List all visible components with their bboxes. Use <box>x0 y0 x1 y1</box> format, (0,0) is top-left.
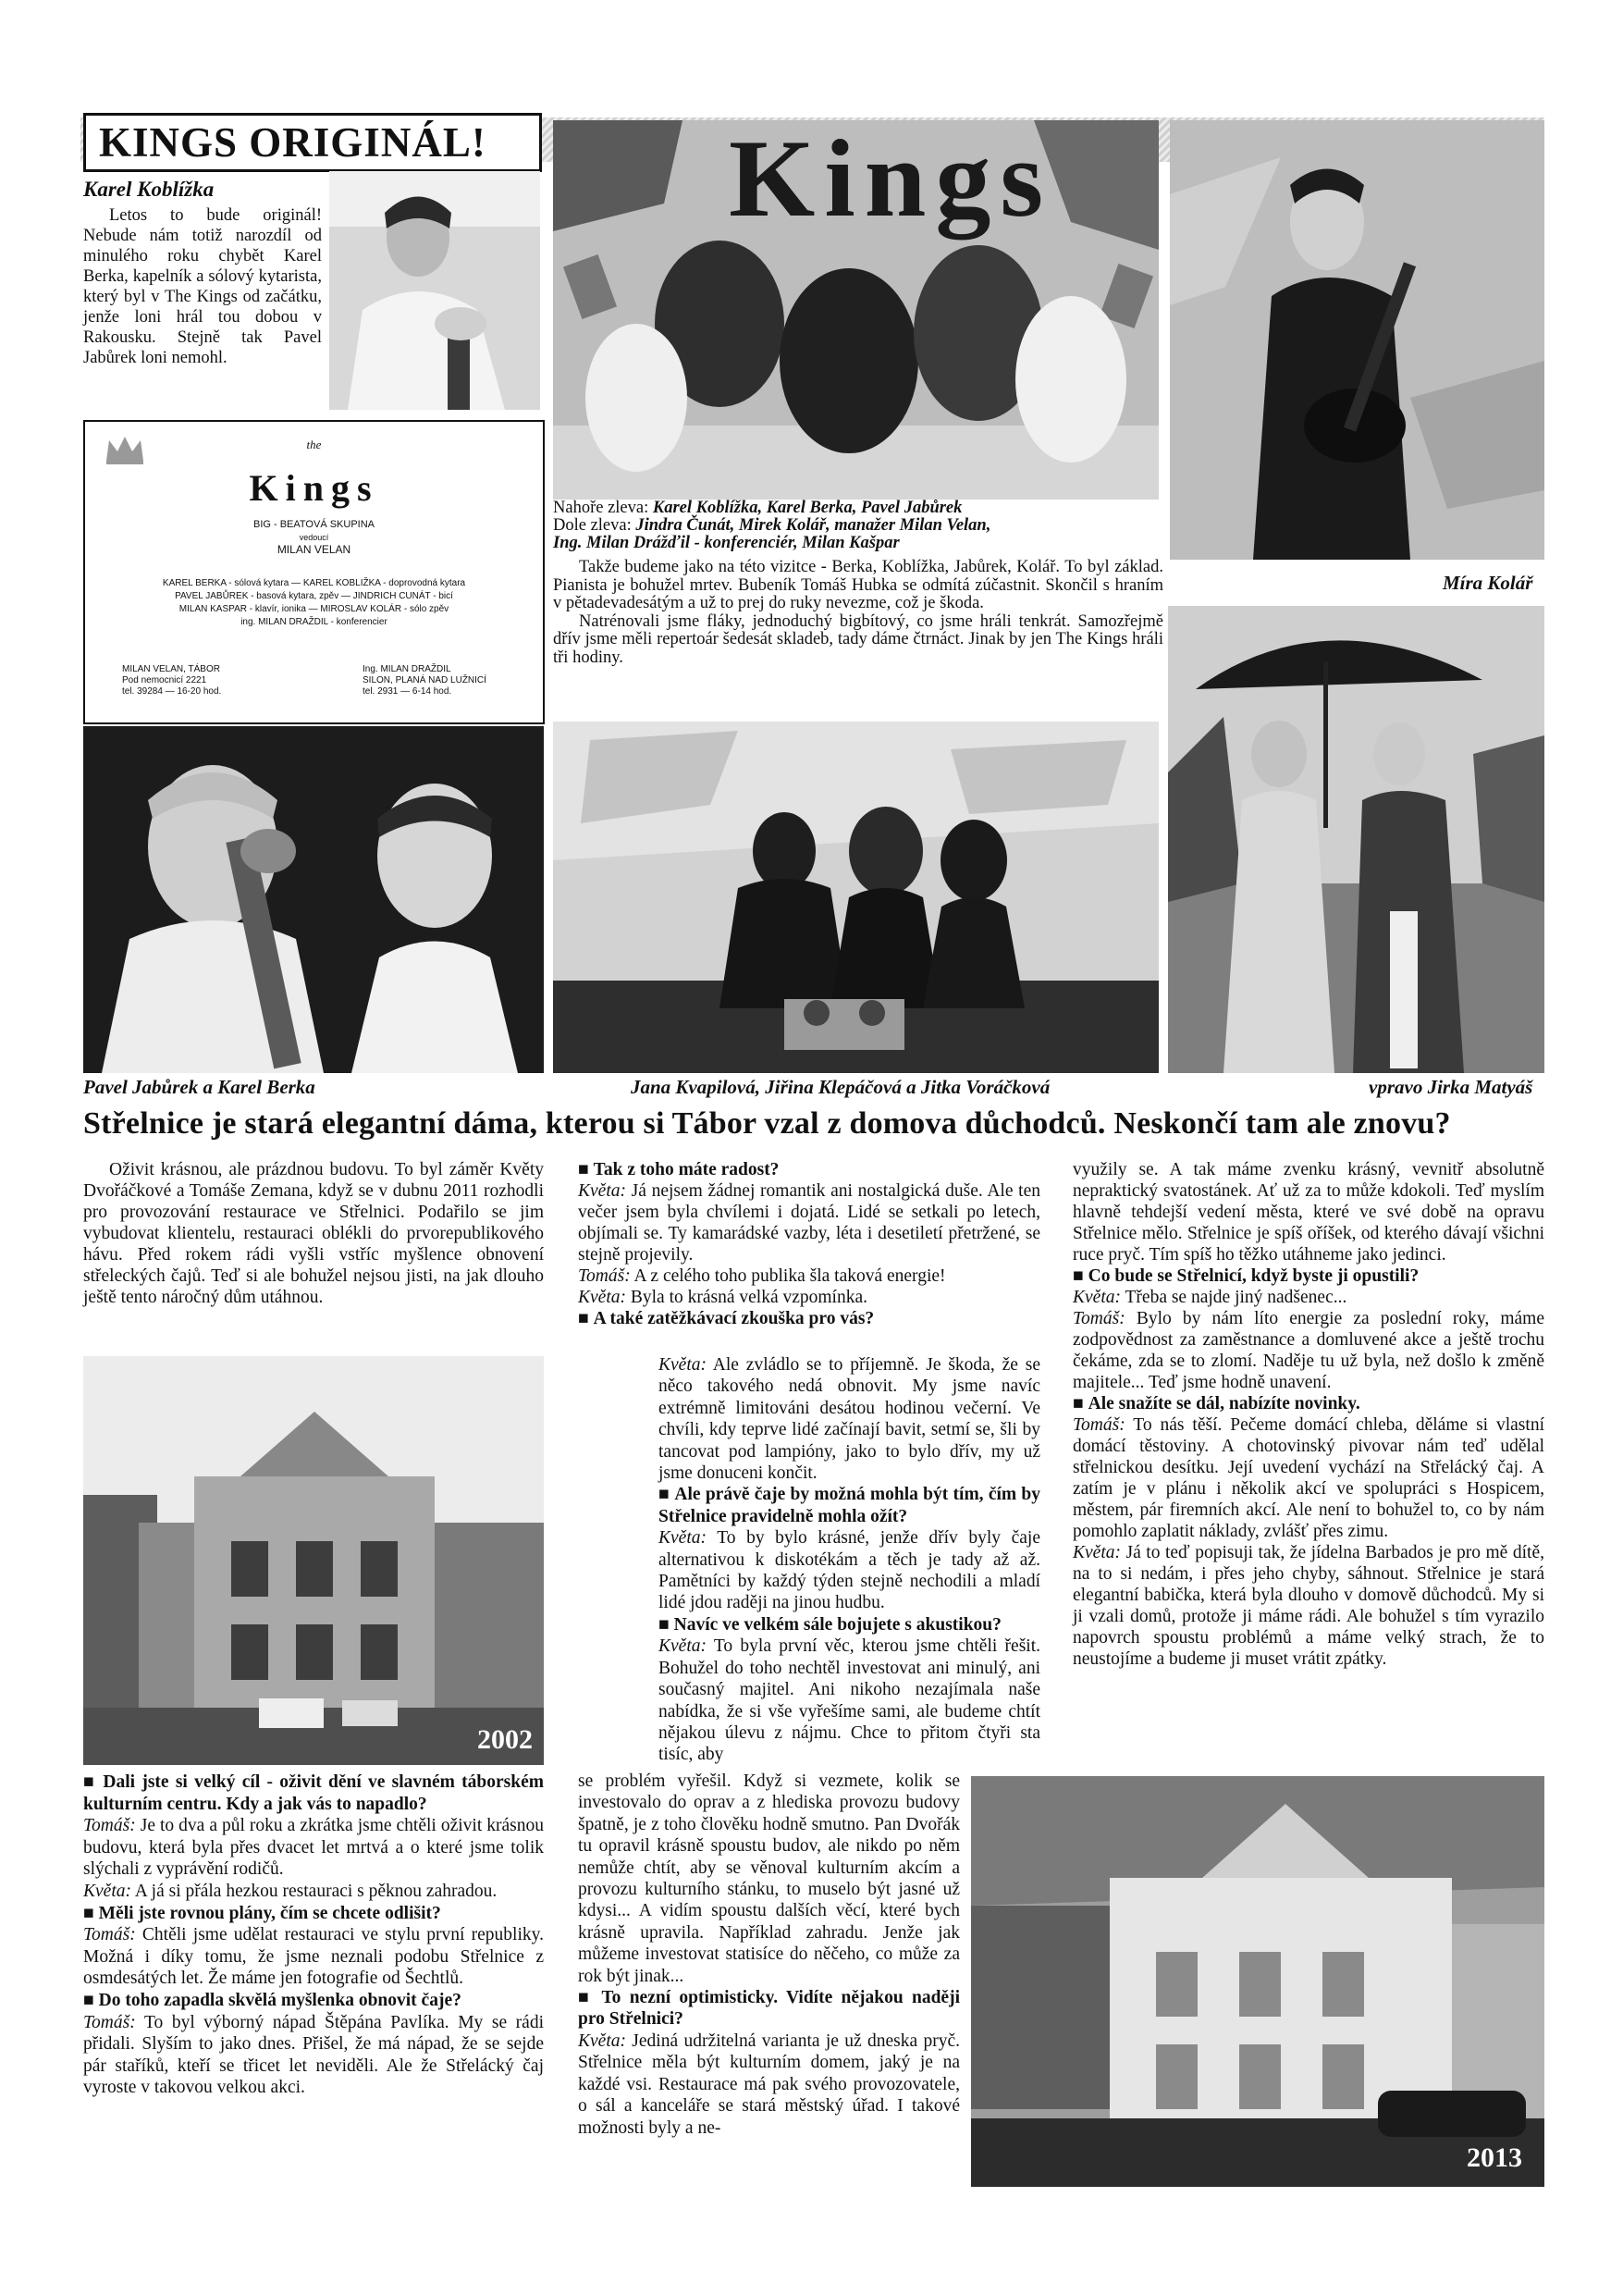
answer-text: To byla první věc, kterou jsme chtěli řešit. Bohužel do toho nechtěl investovat ani minulý, ani současný majitel. Ani nikoho nezajímala naše nabídka, že si vše vyřešíme sami, ale budeme chtít nějakou úlevu z nájmu. Chce to přitom čtyři sta tisíc, aby <box>658 1636 1040 1765</box>
middle-paragraph: Takže budeme jako na této vizitce - Berka, Koblížka, Jabůrek, Kolář. To byl základ. Pianista je bohužel mrtev. Bubeník Tomáš Hubka se odmítá zúčastnit. Skončil s hraním v pětadevadesátým a už to prej do ruky nevezme, což je škoda. <box>553 558 1163 612</box>
band-logo-text: Kings <box>729 120 1053 240</box>
intro-paragraph: Letos to bude originál! Nebude nám totiž narozdíl od minulého roku chybět Karel Berka, kapelník a sólový kytarista, který byl v The Kings od začátku, jenže loni hrál tou dobou v Rakousku. Stejně tak Pavel Jabůrek loni nemohl. <box>83 206 322 367</box>
answer-text: To byl výborný nápad Štěpána Pavlíka. My se rádi přidali. Slyším to jako dnes. Přišel, že má nápad, že se sejde pár staříků, kteří se třicet let neviděli. Ale že Střelácký čaj vyroste v takovou velkou akci. <box>83 2012 544 2098</box>
question: ■ Měli jste rovnou plány, čím se chcete odlišit? <box>83 1903 544 1925</box>
middle-paragraph: Natrénovali jsme fláky, jednoduchý bigbítový, co jsme hráli tenkrát. Samozřejmě dřív jsme měli repertoár šedesát skladeb, tady dáme čtrnáct. Jinak by jen The Kings hráli tři hodiny. <box>553 611 1163 667</box>
col3 <box>1073 1159 1544 1670</box>
answer-text: Jediná udržitelná varianta je už dneska pryč. Střelnice měla být kulturním domem, jaký je na každé vsi. Restaurace má pak svého provozovatele, o sál a kanceláře se stará městský úřad. I takové možnosti byly a ne- <box>578 2031 960 2138</box>
answer <box>1073 1308 1544 1393</box>
caption-line-2 <box>553 517 1163 535</box>
answer-text: Já nejsem žádnej romantik ani nostalgická duše. Ale ten večer jsem byla chvílemi i dojatá. Lidé se setkali po letech, objímali se. Ty kamarádské vazby, léta i desetiletí přetržené, se stejně projevily. <box>578 1181 1040 1265</box>
year-label-2013: 2013 <box>1467 2142 1522 2173</box>
speaker: Květa: <box>658 1355 707 1375</box>
answer-text: Třeba se najde jiný nadšenec... <box>1120 1288 1347 1307</box>
col2-bottom-paragraph: se problém vyřešil. Když si vezmete, kolik se investovalo do oprav a z hlediska provozu budovy špatně, je z toho člověku hodně smutno. Pan Dvořák tu opravil krásně spoustu budov, ale nikdo po něm nemůže chtít, aby se věnoval kulturním akcím a provozu kulturního stánku, to muselo být jasné už kdysi... A vidím spoustu dalších věcí, které bych krásně upravila. Například zahradu. Jenže jak můžeme investovat statisíce do něčeho, co může za rok být jinak... <box>578 1771 960 1986</box>
question: ■ Navíc ve velkém sále bojujete s akustikou? <box>658 1614 1040 1636</box>
col1-intro-paragraph: Oživit krásnou, ale prázdnou budovu. To byl záměr Květy Dvořáčkové a Tomáše Zemana, když se v dubnu 2011 rozhodli pro provozování restaurace ve Střelnici. Podařilo se jim vybudovat klientelu, restauraci oblékli do prvorepublikového hávu. Před rokem rádi vyšli vstříc myšlence obnovení střeleckých čajů. Teď si ale bohužel nejsou jisti, na jak dlouho ještě tento náročný dům utáhnou. <box>83 1160 544 1307</box>
card-line-2: PAVEL JABŮREK - basová kytara, zpěv — JINDRICH CUNÁT - bicí <box>175 591 453 601</box>
answer <box>578 2031 960 2139</box>
caption-line-1 <box>553 500 1163 517</box>
col2-middle <box>658 1354 1040 1766</box>
photo-koblizka <box>329 171 540 410</box>
photo-mira <box>1170 120 1544 560</box>
author-byline: Karel Koblížka <box>83 178 215 201</box>
answer <box>1073 1542 1544 1670</box>
caption-names-top: Karel Koblížka, Karel Berka, Pavel Jabůrek <box>652 499 963 517</box>
question: ■ Do toho zapadla skvělá myšlenka obnovit čaje? <box>83 1990 544 2012</box>
intro-text <box>83 205 322 368</box>
band-photo-caption <box>553 500 1163 552</box>
caption-jirka: vpravo Jirka Matyáš <box>1369 1076 1533 1098</box>
card-leader: MILAN VELAN <box>277 543 351 556</box>
answer <box>578 1265 1040 1287</box>
caption-line-3: Ing. Milan Drážďil - konferenciér, Milan Kašpar <box>553 534 900 552</box>
col2-top <box>578 1159 1040 1329</box>
answer-text: Byla to krásná velká vzpomínka. <box>625 1288 867 1307</box>
answer <box>83 1924 544 1990</box>
answer <box>83 2012 544 2099</box>
card-line-4: ing. MILAN DRAŽDIL - konferencier <box>240 617 387 627</box>
card-leader-label: vedoucí <box>299 533 329 542</box>
photo-umbrella <box>1168 606 1544 1073</box>
speaker: Tomáš: <box>83 1925 136 1945</box>
speaker: Květa: <box>83 1881 131 1901</box>
card-address-right-line: tel. 2931 — 6-14 hod. <box>363 686 452 697</box>
question: ■ A také zatěžkávací zkouška pro vás? <box>578 1308 1040 1329</box>
col1-intro <box>83 1159 544 1308</box>
caption-mira: Míra Kolář <box>1443 572 1533 594</box>
answer <box>658 1636 1040 1765</box>
card-address-left <box>122 664 221 697</box>
answer <box>658 1527 1040 1614</box>
col3-paragraph: využily se. A tak máme zvenku krásný, vevnitř absolutně nepraktický svatostánek. Ať už za to může kdokoli. Teď myslím hlavně tehdejší vedení města, které ve své době na opravu Střelnice mělo. Střelnice je spíš oříšek, od kterého dávají všichni ruce pryč. Tím spíš ho těžko utáhneme jako jedinci. <box>1073 1160 1544 1265</box>
speaker: Tomáš: <box>1073 1415 1125 1435</box>
question: ■ To nezní optimisticky. Vidíte nějakou naději pro Střelnici? <box>578 1987 960 2031</box>
card-name: Kings <box>249 467 379 509</box>
question: ■ Co bude se Střelnicí, když byste ji opustili? <box>1073 1265 1544 1287</box>
middle-text <box>553 559 1163 667</box>
answer <box>578 1180 1040 1265</box>
answer-text: A já si přála hezkou restauraci s pěknou zahradou. <box>130 1881 498 1901</box>
card-address-left-line: Pod nemocnicí 2221 <box>122 675 207 685</box>
card-line-1: KAREL BERKA - sólová kytara — KAREL KOBLIŽKA - doprovodná kytara <box>162 578 466 588</box>
title-box <box>83 113 542 172</box>
answer <box>83 1881 544 1903</box>
photo-building-2013 <box>971 1776 1544 2187</box>
card-address-right <box>363 664 486 697</box>
question: ■ Ale snažíte se dál, nabízíte novinky. <box>1073 1393 1544 1414</box>
caption-names-bottom: Jindra Čunát, Mirek Kolář, manažer Milan Velan, <box>635 516 991 535</box>
answer-text: Chtěli jsme udělat restauraci ve stylu první republiky. Možná i díky tomu, že jsme neznali podobu Střelnice z osmdesátých let. Že máme jen fotografie od Šechtlů. <box>83 1925 544 1989</box>
year-label-2002: 2002 <box>477 1724 533 1755</box>
answer-text: Ale zvládlo se to příjemně. Je škoda, že se něco takového nedá obnovit. My jsme navíc extrémně limitováni desátou hodinou večerní. Ve chvíli, kdy teprve lidé začínají bavit, setmí se, šli by tancovat pod lampióny, jako to bylo dřív, my už jsme donuceni končit. <box>658 1355 1040 1484</box>
answer-text: Já to teď popisuji tak, že jídelna Barbados je pro mě dítě, na to si nedám, i přes jeho chyby, sáhnout. Střelnice je stará elegantní babička, která byla dlouho v domově důchodců. My si ji vzali domů, protože ji máme rádi. Ale bohužel s tím vyrazilo napovrch spoustu problémů a máme velký strach, že to neustojíme a budeme ji muset vrátit zpátky. <box>1073 1543 1544 1669</box>
answer <box>1073 1414 1544 1542</box>
answer <box>658 1354 1040 1484</box>
article-headline: Střelnice je stará elegantní dáma, kterou si Tábor vzal z domova důchodců. Neskončí tam ale znovu? <box>83 1106 1451 1141</box>
answer <box>578 1287 1040 1308</box>
question: ■ Dali jste si velký cíl - oživit dění ve slavném táborském kulturním centru. Kdy a jak vás to napadlo? <box>83 1771 544 1815</box>
answer-text: To nás těší. Pečeme domácí chleba, děláme si vlastní domácí těstoviny. A chotovinský pivovar nám teď udělal střelnickou desítku. Její uvedení vychází na Střelácký čaj. A zatím je v plánu i několik akcí ve spolupráci s Hospicem, městem, pár firemních akcí. Ale není to bohužel to, co by nám pomohlo zaplatit náklady, zvlášť přes zimu. <box>1073 1415 1544 1541</box>
speaker: Květa: <box>1073 1543 1121 1562</box>
answer-text: Je to dva a půl roku a zkrátka jsme chtěli oživit krásnou budovu, která byla přes dvacet let mrtvá a o které jsme tolik slýchali z vyprávění rodičů. <box>83 1816 544 1880</box>
speaker: Tomáš: <box>83 1816 136 1836</box>
speaker: Květa: <box>578 1288 626 1307</box>
speaker: Květa: <box>1073 1288 1121 1307</box>
caption-pavel-karel: Pavel Jabůrek a Karel Berka <box>83 1076 315 1098</box>
card-line-3: MILAN KASPAR - klavír, ionika — MIROSLAV KOLÁR - sólo zpěv <box>178 604 449 614</box>
answer-text: A z celého toho publika šla taková energie! <box>630 1266 946 1286</box>
answer <box>1073 1287 1544 1308</box>
card-the: the <box>306 438 322 451</box>
question: ■ Tak z toho máte radost? <box>578 1159 1040 1180</box>
card-address-left-line: MILAN VELAN, TÁBOR <box>122 664 220 674</box>
business-card <box>83 420 545 724</box>
speaker: Květa: <box>658 1636 707 1657</box>
answer-text: Bylo by nám líto energie za poslední roky, máme zodpovědnost za zaměstnance a domluvené akce a ještě trochu čekáme, zda se to zlomí. Naděje tu už byla, než došlo k změně majitele... Teď jsme hodně unavení. <box>1073 1309 1544 1392</box>
photo-building-2002 <box>83 1356 544 1765</box>
speaker: Květa: <box>658 1528 707 1549</box>
col1-bottom <box>83 1771 544 2099</box>
speaker: Tomáš: <box>83 2012 136 2032</box>
caption-label-top: Nahoře zleva: <box>553 499 649 517</box>
card-subtitle: BIG - BEATOVÁ SKUPINA <box>252 519 375 530</box>
speaker: Tomáš: <box>578 1266 631 1286</box>
card-address-right-line: Ing. MILAN DRAŽDIL <box>363 664 451 674</box>
col2-bottom <box>578 1771 960 2139</box>
caption-label-bottom: Dole zleva: <box>553 516 632 535</box>
caption-girls: Jana Kvapilová, Jiřina Klepáčová a Jitka Voráčková <box>631 1076 1051 1098</box>
card-address-left-line: tel. 39284 — 16-20 hod. <box>122 686 222 697</box>
page-title: KINGS ORIGINÁL! <box>99 119 486 166</box>
speaker: Květa: <box>578 2031 626 2051</box>
card-address-right-line: SILON, PLANÁ NAD LUŽNICÍ <box>363 675 486 685</box>
speaker: Květa: <box>578 1181 626 1201</box>
answer-text: To by bylo krásné, jenže dřív byly čaje alternativou k diskotékám a těch je tady až až. Pamětníci by každý týden stejně nechodili a mladí lidé jdou raději na jinou hudbu. <box>658 1528 1040 1613</box>
question: ■ Ale právě čaje by možná mohla být tím, čím by Střelnice pravidelně mohla ožít? <box>658 1484 1040 1527</box>
speaker: Tomáš: <box>1073 1309 1125 1328</box>
answer <box>83 1815 544 1881</box>
photo-band <box>553 120 1159 500</box>
photo-girls <box>553 722 1159 1073</box>
photo-pavel-karel <box>83 726 544 1073</box>
